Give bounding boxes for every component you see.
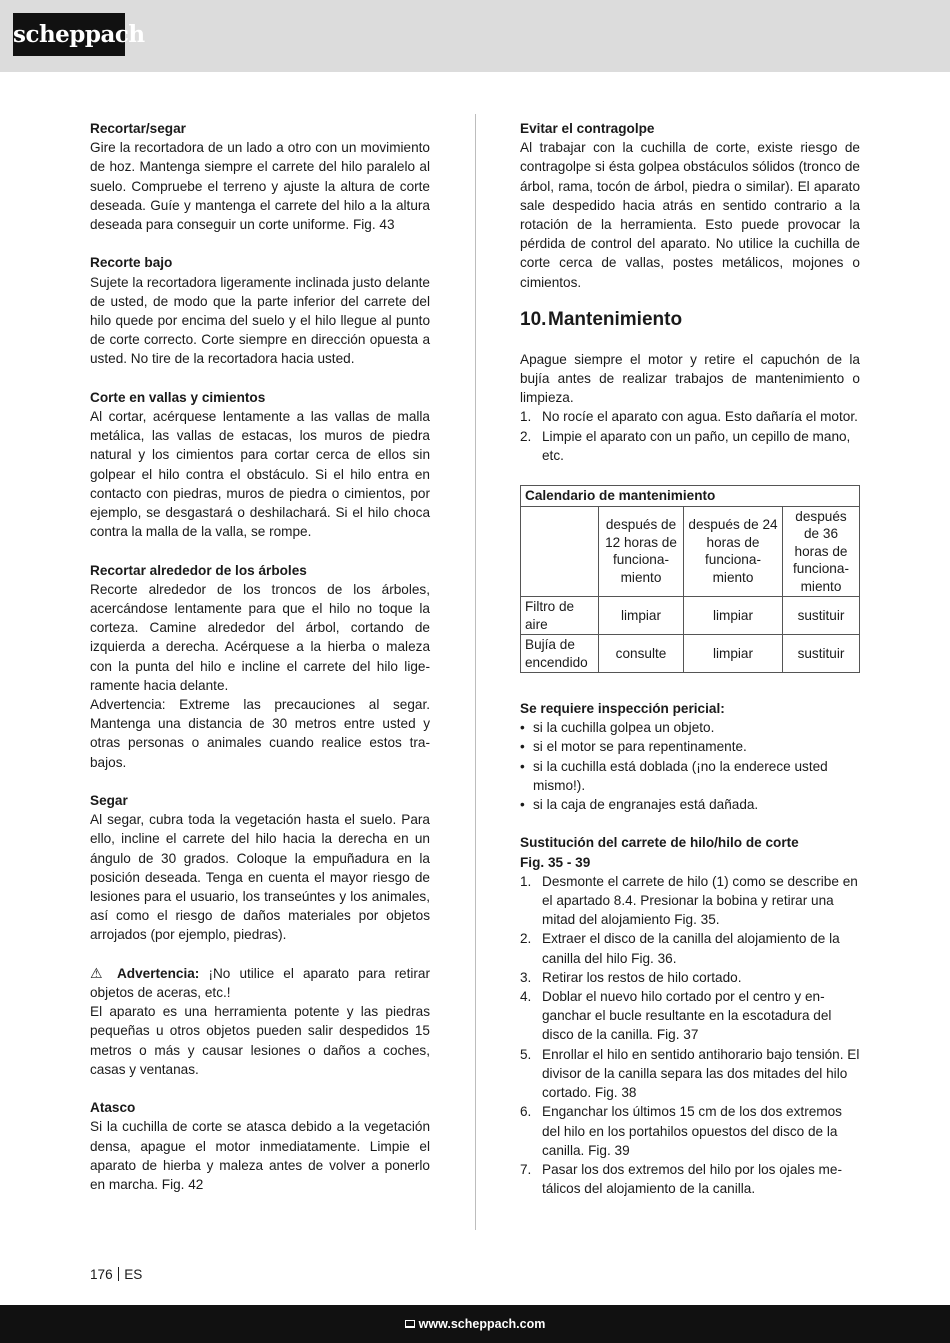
paragraph-atasco: Si la cuchilla de corte se atasca debido a la vegetación densa, apague el motor inmediatamente. Limpie el aparato de hierba y maleza antes de volver a ponerlo en marcha. Fig. 42: [90, 1119, 430, 1193]
list-item: 6. Enganchar los últimos 15 cm de los dos extremos del hilo en los portahilos opuestos del disco de la canilla. Fig. 39: [520, 1104, 842, 1158]
list-item: 5. Enrollar el hilo en sentido antihorario bajo tensión. El divisor de la canilla separa las dos mitades del hilo cortado. Fig. 38: [520, 1046, 860, 1101]
maintenance-schedule-table: [520, 485, 860, 673]
warning-triangle-icon: ⚠: [90, 964, 108, 981]
website-link[interactable]: www.scheppach.com: [418, 1317, 546, 1331]
table-row-label: Filtro de aire: [521, 597, 599, 635]
list-item: 1. Desmonte el carrete de hilo (1) como se describe en el apartado 8.4. Presionar la bobina y retirar una mitad del alojamiento Fig. 35.: [520, 873, 858, 928]
list-item: • si la caja de engranajes está dañada.: [520, 795, 860, 814]
list-item: 2. Limpie el aparato con un paño, un cepillo de mano, etc.: [520, 428, 851, 463]
heading-segar: Segar: [90, 793, 128, 809]
bottom-bar: [0, 1305, 950, 1343]
list-item: • si el motor se para repentinamente.: [520, 737, 860, 756]
table-cell: consulte: [599, 635, 684, 673]
paragraph-corte-vallas: Al cortar, acérquese lentamente a las vallas de malla metálica, las vallas de estacas, los muros de piedra natural y los cimientos para cortar cerca de ellos sin golpear el hilo contra el obstáculo. Si el hilo entra en contacto con piedras, muros de piedra o cimientos, por ejemplo, se desgastará o deshilachará. Si el hilo choca contra la malla de la valla, se rompe.: [90, 409, 430, 540]
list-item: 4. Doblar el nuevo hilo cortado por el centro y enganchar el bucle resultante en la escotadura del disco de la canilla. Fig. 37: [520, 989, 832, 1043]
heading-contragolpe: Evitar el contragolpe: [520, 121, 655, 136]
warning-label: Advertencia:: [116, 965, 200, 981]
column-divider: [475, 114, 476, 1230]
heading-sustitucion-fig: Fig. 35 - 39: [520, 854, 591, 870]
paragraph-contragolpe: Al trabajar con la cuchilla de corte, existe riesgo de contragolpe si ésta golpea obstáculos sólidos (tronco de árbol, rama, tocón de árbol, piedra o similar). El aparato sale despedido hacia atrás en sentido contrario a la rotación de la herramienta. Esto puede provocar la pérdida de control del aparato. No utilice la cuchilla de corte cerca de vallas, postes metálicos, mojones o cimientos.: [520, 140, 860, 290]
list-item: 1. No rocíe el aparato con agua. Esto dañaría el motor.: [520, 409, 858, 425]
paragraph-herramienta-potente: El aparato es una herramienta potente y las piedras pequeñas u otros objetos pueden salir despedidos 15 metros o más y causar lesiones o daños a coches, casas y ventanas.: [90, 1004, 430, 1077]
table-row: [521, 597, 860, 635]
left-column: [90, 119, 430, 1194]
brand-logo: scheppach: [13, 13, 125, 56]
paragraph-mantenimiento-intro: Apague siempre el motor y retire el capuchón de la bujía antes de realizar trabajos de mantenimiento o limpieza.: [520, 351, 860, 406]
inspection-list: [520, 718, 860, 814]
heading-sustitucion: Sustitución del carrete de hilo/hilo de corte: [520, 835, 799, 851]
table-header-cell: después de 36 horas de funcionamiento: [783, 506, 860, 597]
table-row: [521, 635, 860, 673]
table-cell: sustituir: [783, 597, 860, 635]
paragraph-advertencia-segar: Advertencia: Extreme las precauciones al segar. Mantenga una distancia de 30 metros entre usted y otras personas o animales cuando realice estos trabajos.: [90, 697, 430, 770]
section-title-text: Mantenimiento: [548, 308, 683, 330]
page-number: 176: [90, 1267, 113, 1282]
heading-inspeccion: Se requiere inspección pericial:: [520, 701, 725, 717]
table-title-row: [521, 486, 860, 507]
paragraph-recorte-bajo: Sujete la recortadora ligeramente inclinada justo delante de usted, de modo que la parte inferior del carrete del hilo quede por encima del suelo y el hilo llegue al punto de corte correcto. Corte siempre en dirección opuesta a usted. No tire de la recortadora hacia usted.: [90, 274, 430, 367]
table-cell: sustituir: [783, 635, 860, 673]
warning-text: ¡No utilice el aparato para retirar objetos de aceras, etc.!: [90, 965, 430, 1001]
table-row-label: Bujía de encendido: [521, 635, 599, 673]
list-item: • si la cuchilla golpea un objeto.: [520, 718, 860, 737]
list-item: 7. Pasar los dos extremos del hilo por los ojales metálicos del alojamiento de la canilla.: [520, 1161, 842, 1197]
table-cell: limpiar: [684, 635, 783, 673]
heading-recortar-arboles: Recortar alrededor de los árboles: [90, 562, 307, 578]
monitor-icon: [405, 1320, 415, 1328]
table-title: Calendario de mantenimiento: [521, 486, 860, 507]
warning-paragraph: [90, 964, 430, 1002]
replacement-steps-list: [520, 872, 860, 1198]
header-bar: [0, 0, 950, 72]
paragraph-segar: Al segar, cubra toda la vegetación hasta el suelo. Para ello, incline el carrete del hilo hacia la derecha en un ángulo de 30 grados. Coloque la empuñadura en la posición deseada. Tenga en cuenta el mayor riesgo de lesiones para el usuario, los transeúntes y los animales, así como el riesgo de daños materiales por objetos arrojados (por ejemplo, piedras).: [90, 812, 430, 943]
paragraph-recortar-segar: Gire la recortadora de un lado a otro con un movimiento de hoz. Mantenga siempre el carrete del hilo paralelo al suelo. Compruebe el terreno y ajuste la altura de corte deseada. Guíe y mantenga el carrete del hilo a la altura deseada para conseguir un corte uniforme. Fig. 43: [90, 140, 430, 233]
right-column: [520, 119, 860, 1198]
heading-corte-vallas: Corte en vallas y cimientos: [90, 389, 266, 405]
heading-atasco: Atasco: [90, 1100, 136, 1116]
table-header-row: [521, 506, 860, 597]
table-cell: limpiar: [599, 597, 684, 635]
list-item: 2. Extraer el disco de la canilla del alojamiento de la canilla del hilo Fig. 36.: [520, 931, 840, 966]
table-header-cell: después de 24 horas de funcionamiento: [684, 506, 783, 597]
list-item: • si la cuchilla está doblada (¡no la enderece usted mismo!).: [520, 757, 860, 795]
section-title-mantenimiento: [520, 308, 860, 332]
table-cell: limpiar: [684, 597, 783, 635]
heading-recortar-segar: Recortar/segar: [90, 121, 186, 136]
table-header-cell: después de 12 horas de funcionamiento: [599, 506, 684, 597]
page-language: ES: [124, 1267, 143, 1282]
paragraph-recortar-arboles: Recorte alrededor de los troncos de los árboles, acercándose lentamente para que el hilo no toque la corteza. Camine alrededor del árbol, cortando de izquierda a derecha. Acérquese a la hierba o maleza con la punta del hilo e incline el carrete del hilo ligeramente hacia delante.: [90, 581, 430, 693]
page-footer: [90, 1266, 142, 1284]
list-item: 3. Retirar los restos de hilo cortado.: [520, 969, 742, 985]
maintenance-steps-list: [520, 407, 860, 465]
section-number: 10.: [520, 308, 547, 330]
table-header-empty: [521, 506, 599, 597]
heading-recorte-bajo: Recorte bajo: [90, 255, 173, 271]
footer-separator: [118, 1267, 120, 1281]
